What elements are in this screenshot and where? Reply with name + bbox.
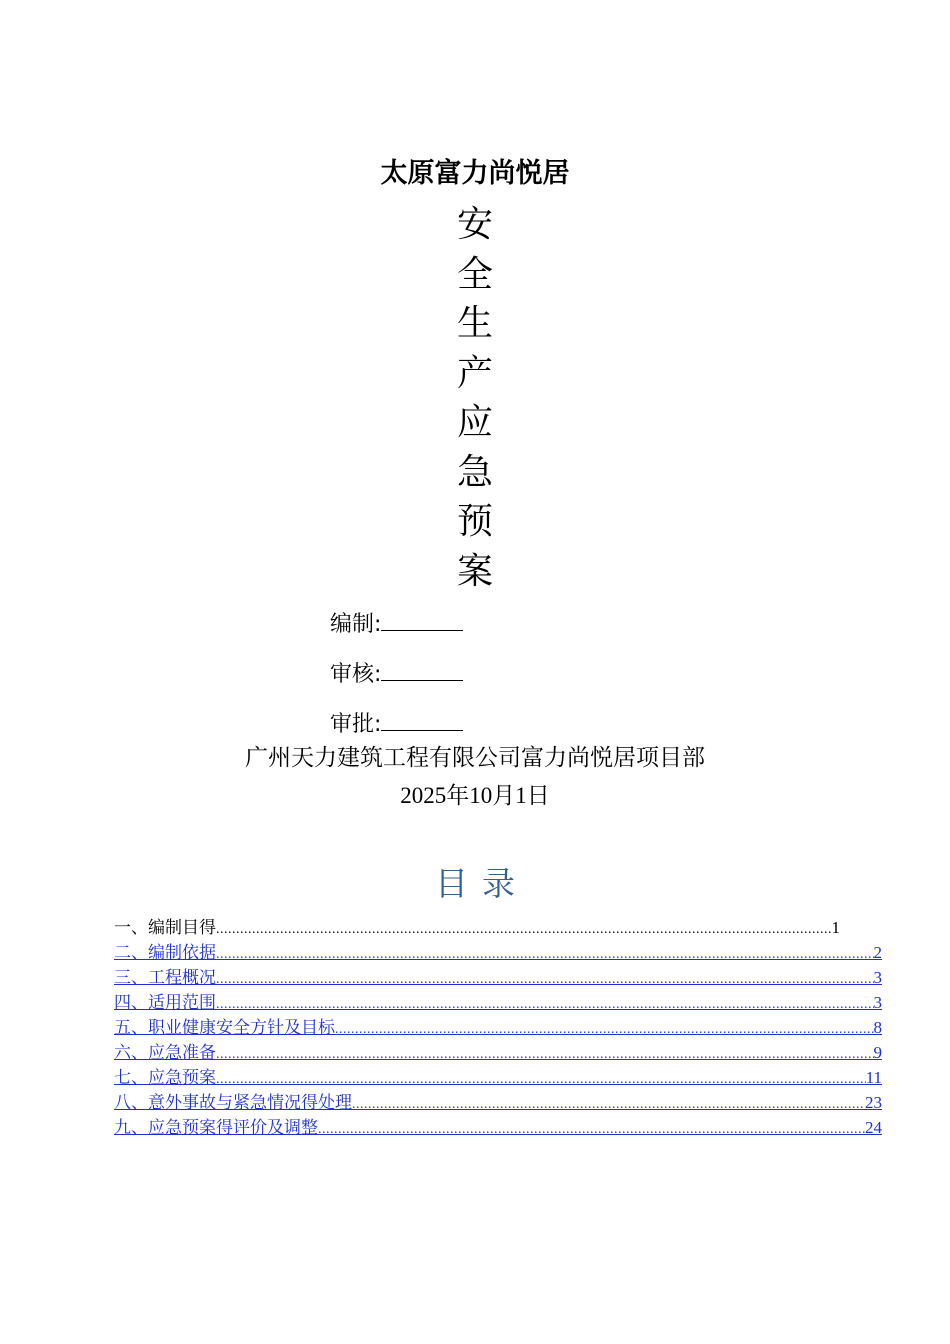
title-char: 急 <box>456 451 493 493</box>
toc-item-page: 3 <box>873 993 882 1012</box>
toc-item-page: 11 <box>865 1068 882 1087</box>
toc-item-page: 1 <box>831 918 840 937</box>
toc-item-label: 七、应急预案 <box>114 1068 216 1088</box>
title-char: 应 <box>456 402 493 443</box>
document-subtitle: 太原富力尚悦居 <box>380 158 570 189</box>
toc-title: 目录 <box>435 864 529 903</box>
company-name: 广州天力建筑工程有限公司富力尚悦居项目部 <box>245 745 705 771</box>
document-date: 2025年10月1日 <box>400 783 550 808</box>
toc-link[interactable] <box>114 1065 882 1090</box>
toc-item-label: 九、应急预案得评价及调整 <box>114 1118 318 1138</box>
toc-item-page: 9 <box>873 1043 882 1062</box>
title-char: 预 <box>456 501 493 542</box>
toc-item-page: 3 <box>873 968 882 987</box>
title-char: 安 <box>456 204 493 245</box>
toc-item <box>114 915 840 940</box>
toc-item-label: 三、工程概况 <box>114 968 216 988</box>
toc-link[interactable] <box>114 990 882 1015</box>
compile-signature-line <box>330 606 463 640</box>
toc-leader-dots <box>352 1092 865 1115</box>
toc-leader-dots <box>335 1017 874 1040</box>
toc-item-page: 2 <box>873 943 882 962</box>
title-char: 生 <box>456 303 493 344</box>
toc-leader-dots <box>318 1117 865 1140</box>
document-title-vertical <box>445 200 505 596</box>
toc-leader-dots <box>216 942 874 965</box>
toc-item-page: 8 <box>873 1018 882 1037</box>
approve-blank <box>381 706 463 731</box>
toc-item-page: 24 <box>865 1118 882 1137</box>
toc-link[interactable] <box>114 1115 882 1140</box>
toc-leader-dots <box>216 992 874 1015</box>
toc-link[interactable] <box>114 940 882 965</box>
toc-link[interactable] <box>114 1090 882 1115</box>
review-signature-line <box>330 656 463 690</box>
toc-item-label: 四、适用范围 <box>114 993 216 1013</box>
table-of-contents <box>114 915 882 1140</box>
toc-link[interactable] <box>114 965 882 990</box>
toc-leader-dots <box>216 1067 866 1090</box>
toc-link[interactable] <box>114 1040 882 1065</box>
toc-leader-dots <box>216 967 874 990</box>
toc-item-label: 一、编制目得 <box>114 918 216 938</box>
title-char: 案 <box>456 550 493 592</box>
review-label: 审核: <box>330 662 382 687</box>
toc-item-label: 五、职业健康安全方针及目标 <box>114 1018 335 1038</box>
title-char: 产 <box>456 352 493 394</box>
approve-signature-line <box>330 706 463 740</box>
toc-link[interactable] <box>114 1015 882 1040</box>
compile-blank <box>381 606 463 631</box>
toc-item-label: 二、编制依据 <box>114 943 216 963</box>
toc-item-label: 六、应急准备 <box>114 1043 216 1063</box>
toc-leader-dots <box>216 917 832 940</box>
compile-label: 编制: <box>330 612 382 637</box>
review-blank <box>381 656 463 681</box>
toc-leader-dots <box>216 1042 874 1065</box>
approve-label: 审批: <box>330 712 382 737</box>
toc-item-page: 23 <box>865 1093 882 1112</box>
toc-item-label: 八、意外事故与紧急情况得处理 <box>114 1093 352 1113</box>
title-char: 全 <box>456 253 493 295</box>
